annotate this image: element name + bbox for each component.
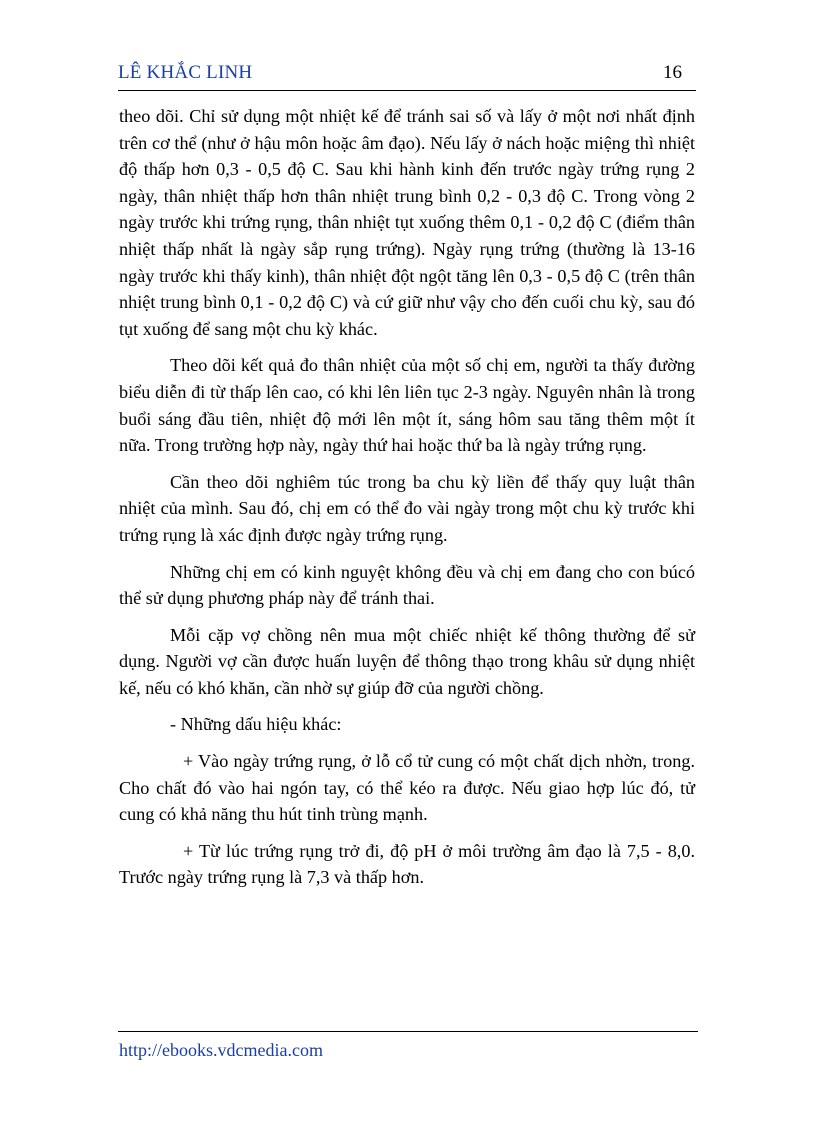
footer-divider xyxy=(118,1031,698,1032)
paragraph-continued: theo dõi. Chỉ sử dụng một nhiệt kế để tránh sai số và lấy ở một nơi nhất định trên cơ thể (như ở hậu môn hoặc âm đạo). Nếu lấy ở nách hoặc miệng thì nhiệt độ thấp hơn 0,3 - 0,5 độ C. Sau khi hành kinh đến trước ngày trứng rụng 2 ngày, thân nhiệt thấp hơn thân nhiệt trung bình 0,2 - 0,3 độ C. Trong vòng 2 ngày trước khi trứng rụng, thân nhiệt tụt xuống thêm 0,1 - 0,2 độ C (điểm thân nhiệt thấp nhất là ngày sắp rụng trứng). Ngày rụng trứng (thường là 13-16 ngày trước khi thấy kinh), thân nhiệt đột ngột tăng lên 0,3 - 0,5 độ C (trên thân nhiệt trung bình 0,1 - 0,2 độ C) và cứ giữ như vậy cho đến cuối chu kỳ, sau đó tụt xuống để sang một chu kỳ khác. xyxy=(119,106,695,339)
list-item: + Từ lúc trứng rụng trở đi, độ pH ở môi trường âm đạo là 7,5 - 8,0. Trước ngày trứng rụng là 7,3 và thấp hơn. xyxy=(119,840,695,888)
book-author-title: LÊ KHẮC LINH xyxy=(118,62,253,83)
paragraph: Cần theo dõi nghiêm túc trong ba chu kỳ liền để thấy quy luật thân nhiệt của mình. Sau đó, chị em có thể đo vài ngày trong một chu kỳ trước khi trứng rụng là xác định được ngày trứng rụng. xyxy=(119,471,695,545)
list-item: + Vào ngày trứng rụng, ở lỗ cổ tử cung có một chất dịch nhờn, trong. Cho chất đó vào hai ngón tay, có thể kéo ra được. Nếu giao hợp lúc đó, tử cung có khả năng thu hút tinh trùng mạnh. xyxy=(119,751,695,825)
page-header xyxy=(118,62,696,91)
paragraph: Theo dõi kết quả đo thân nhiệt của một số chị em, người ta thấy đường biểu diễn đi từ thấp lên cao, có khi lên liên tục 2-3 ngày. Nguyên nhân là trong buổi sáng đầu tiên, nhiệt độ mới lên một ít, sáng hôm sau tăng thêm một ít nữa. Trong trường hợp này, ngày thứ hai hoặc thứ ba là ngày trứng rụng. xyxy=(119,355,695,456)
paragraph: Mỗi cặp vợ chồng nên mua một chiếc nhiệt kế thông thường để sử dụng. Người vợ cần được huấn luyện để thông thạo trong khâu sử dụng nhiệt kế, nếu có khó khăn, cần nhờ sự giúp đỡ của người chồng. xyxy=(119,624,695,698)
section-label: - Những dấu hiệu khác: xyxy=(170,714,342,735)
paragraph: Những chị em có kinh nguyệt không đều và chị em đang cho con búcó thể sử dụng phương pháp này để tránh thai. xyxy=(119,561,695,609)
page-number: 16 xyxy=(663,62,682,83)
footer-website-link[interactable]: http://ebooks.vdcmedia.com xyxy=(119,1040,323,1060)
page-body xyxy=(119,103,695,901)
